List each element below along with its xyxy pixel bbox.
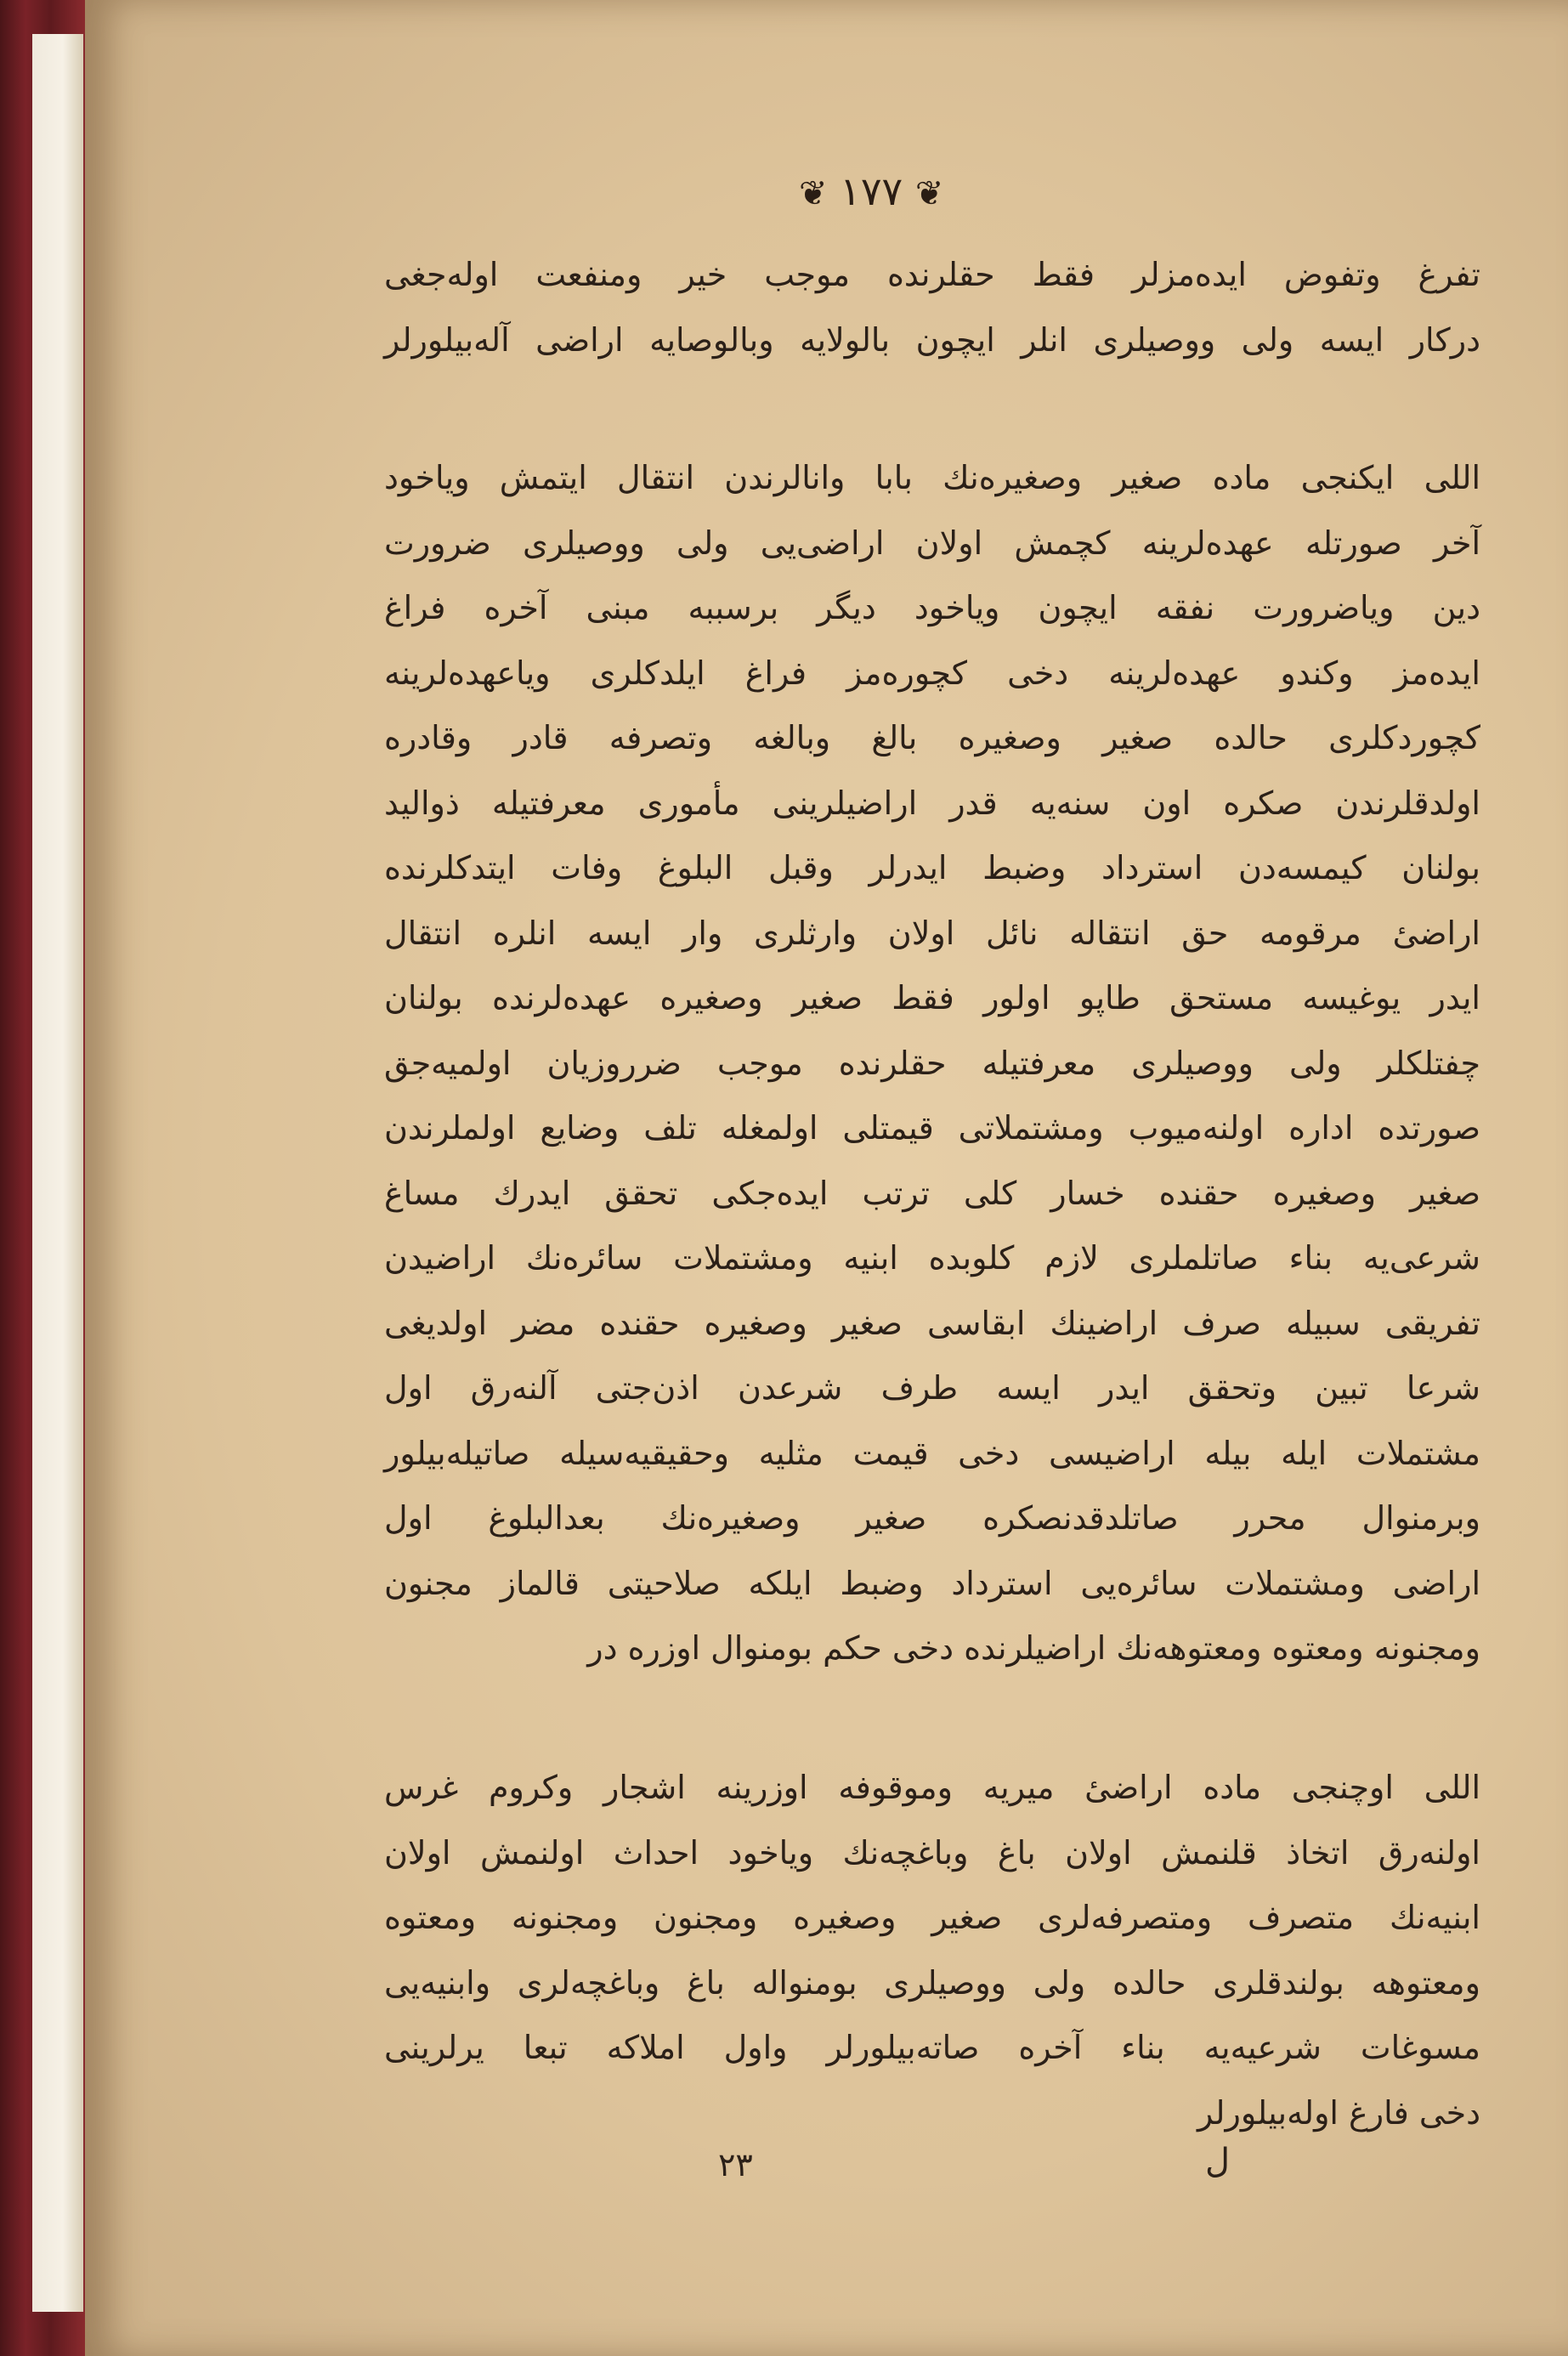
text-line: دخی فارغ اوله‌بیلورلر <box>1197 2093 1480 2132</box>
paragraph-continuation <box>384 242 1480 372</box>
text-line: ایده‌مز وكندو عهده‌لرینه دخی كچوره‌مز فراغ ایلدكلری ویاعهده‌لرینه <box>384 654 1480 692</box>
ornament-icon: ❦ <box>799 174 828 213</box>
text-line: چفتلكلر ولی ووصیلری معرفتیله حقلرنده موجب ضرروزیان اولمیه‌جق <box>384 1044 1480 1082</box>
page-edge <box>32 34 83 2312</box>
text-line: صغیر وصغیره حقنده خسار كلی ترتب ایده‌جكی تحقق ایدرك مساغ <box>384 1174 1480 1212</box>
text-line: ومجنونه ومعتوه ومعتوهه‌نك اراضیلرنده دخی حكم بومنوال اوزره در <box>587 1629 1480 1667</box>
article-52 <box>384 445 1480 1681</box>
text-line: ومعتوهه بولندقلری حالده ولی ووصیلری بومنواله باغ وباغچه‌لری وابنیه‌یی <box>384 1963 1480 2002</box>
text-line: شرعی‌یه بناء صاتلملری لازم كلوبده ابنیه ومشتملات سائره‌نك اراضیدن <box>384 1239 1480 1277</box>
text-line: اللی ایكنجی ماده صغیر وصغیره‌نك بابا وانالرندن انتقال ایتمش وياخود <box>384 459 1480 496</box>
text-line: تفرغ وتفوض ایده‌مزلر فقط حقلرنده موجب خیر ومنفعت اوله‌جغی <box>384 256 1480 293</box>
text-line: اللی اوچنجی ماده اراضیٔ میریه وموقوفه اوزرینه اشجار وكروم غرس <box>384 1769 1480 1806</box>
text-line: اولدقلرندن صكره اون سنه‌یه قدر اراضیلرینی مأموری معرفتیله ذوالید <box>384 784 1480 822</box>
text-line: اراضیٔ مرقومه حق انتقاله نائل اولان وارثلری وار ایسه انلره انتقال <box>384 914 1480 952</box>
text-line: شرعا تبین وتحقق ایدر ایسه طرف شرعدن اذن‌جتی آلنه‌رق اول <box>384 1369 1480 1407</box>
text-line: ابنیه‌نك متصرف ومتصرفه‌لری صغیر وصغیره ومجنون ومجنونه ومعتوه <box>384 1899 1480 1936</box>
text-line: دركار ایسه ولی ووصیلری انلر ایچون بالولایه وبالوصایه اراضی آله‌بیلورلر <box>384 320 1480 359</box>
text-line: اراضی ومشتملات سائره‌یی استرداد وضبط ایلكه صلاحیتی قالماز مجنون <box>384 1564 1480 1602</box>
text-line: بولنان كیمسه‌دن استرداد وضبط ایدرلر وقبل البلوغ وفات ایتدكلرنده <box>384 849 1480 886</box>
article-53 <box>384 1755 1480 2145</box>
text-line: آخر صورتله عهده‌لرینه كچمش اولان اراضی‌یی ولی ووصیلری ضرورت <box>384 524 1480 562</box>
text-line: وبرمنوال محرر صاتلدقدنصكره صغیر وصغیره‌نك بعدالبلوغ اول <box>384 1499 1480 1537</box>
text-line: كچوردكلری حالده صغیر وصغیره بالغ وبالغه وتصرفه قادر وقادره <box>384 719 1480 756</box>
text-line: دین ویاضرورت نفقه ایچون وياخود دیگر برسببه مبنی آخره فراغ <box>384 589 1480 626</box>
text-line: اولنه‌رق اتخاذ قلنمش اولان باغ وباغچه‌نك وياخود احداث اولنمش اولان <box>384 1833 1480 1872</box>
text-line: مشتملات ایله بیله اراضیسی دخی قیمت مثلیه وحقیقیه‌سیله صاتیله‌بیلور <box>384 1434 1480 1472</box>
text-line: ایدر یوغیسه مستحق طاپو اولور فقط صغیر وصغیره عهده‌لرنده بولنان <box>384 979 1480 1017</box>
signature-number: ٢٣ <box>718 2146 753 2183</box>
text-line: صورتده اداره اولنه‌میوب ومشتملاتی قیمتلی اولمغله تلف وضایع اولملرندن <box>384 1109 1480 1147</box>
page-number: ١٧٧ <box>840 168 903 214</box>
text-line: مسوغات شرعیه‌یه بناء آخره صاته‌بیلورلر واول املاكه تبعا یرلرینی <box>384 2029 1480 2066</box>
text-line: تفریقی سبیله صرف اراضینك ابقاسی صغیر وصغیره حقنده مضر اولدیغی <box>384 1304 1480 1342</box>
catchword: ل <box>1205 2142 1231 2181</box>
page-header <box>799 168 943 214</box>
ornament-icon: ❦ <box>914 174 944 213</box>
